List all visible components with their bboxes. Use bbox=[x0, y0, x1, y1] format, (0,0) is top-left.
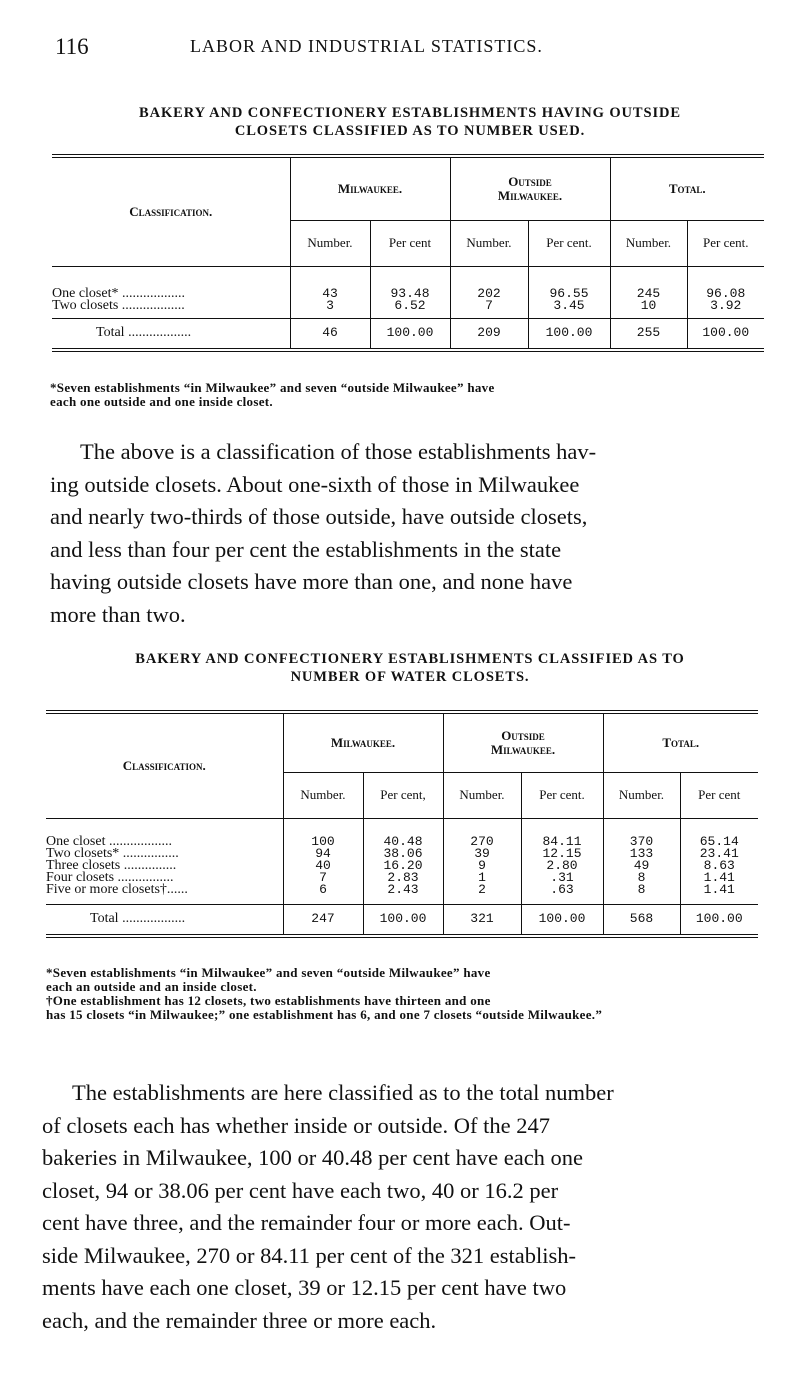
subheader-per-cent: Per cent bbox=[680, 772, 758, 818]
subheader-number: Number. bbox=[443, 772, 521, 818]
cell-value: 100 bbox=[283, 836, 363, 848]
cell-value: 568 bbox=[603, 904, 680, 936]
cell-value: 40 bbox=[283, 860, 363, 872]
group-total: Total. bbox=[610, 156, 764, 220]
cell-value: .31 bbox=[521, 872, 603, 884]
cell-value: 1.41 bbox=[703, 882, 735, 897]
paragraph-line: cent have three, and the remainder four or more each. Out- bbox=[42, 1210, 571, 1235]
cell-value: 12.15 bbox=[521, 848, 603, 860]
table1-footnote bbox=[50, 381, 762, 409]
paragraph-1 bbox=[50, 436, 762, 631]
cell-value: 100.00 bbox=[687, 318, 764, 350]
cell-value: 3.45 bbox=[528, 300, 610, 312]
cell-value: 9 bbox=[443, 860, 521, 872]
table2 bbox=[46, 710, 758, 938]
cell-value: 8 bbox=[603, 884, 680, 896]
group-milwaukee: Milwaukee. bbox=[283, 712, 443, 772]
subheader-number: Number. bbox=[283, 772, 363, 818]
cell-value: 46 bbox=[290, 318, 370, 350]
paragraph-line bbox=[42, 1077, 760, 1110]
cell-value: 247 bbox=[283, 904, 363, 936]
cell-value: 16.20 bbox=[363, 860, 443, 872]
footnote-line: †One establishment has 12 closets, two establishments have thirteen and one bbox=[46, 993, 491, 1008]
paragraph-line: and less than four per cent the establishments in the state bbox=[50, 536, 562, 562]
table1-title-line1: BAKERY AND CONFECTIONERY ESTABLISHMENTS HAVING OUTSIDE bbox=[139, 105, 681, 121]
cell-value: 10 bbox=[610, 300, 687, 312]
cell-value: 100.00 bbox=[363, 904, 443, 936]
table2-footnote bbox=[46, 966, 758, 1022]
running-title: LABOR AND INDUSTRIAL STATISTICS. bbox=[190, 36, 543, 56]
cell-value: 209 bbox=[450, 318, 528, 350]
cell-value: 2.80 bbox=[521, 860, 603, 872]
paragraph-text: The above is a classification of those establishments hav- bbox=[80, 439, 597, 464]
cell-value: .63 bbox=[521, 884, 603, 896]
cell-value: 3.92 bbox=[710, 298, 742, 313]
cell-value: 8.63 bbox=[703, 858, 735, 873]
paragraph-line: bakeries in Milwaukee, 100 or 40.48 per cent have each one bbox=[42, 1145, 584, 1170]
cell-value: 39 bbox=[443, 848, 521, 860]
cell-value: 245 bbox=[610, 288, 687, 300]
row-label: Four closets ................ bbox=[46, 872, 283, 884]
table1-title bbox=[40, 104, 780, 140]
paragraph-line: closet, 94 or 38.06 per cent have each two, 40 or 16.2 per bbox=[42, 1177, 559, 1203]
subheader-per-cent: Per cent, bbox=[363, 772, 443, 818]
paragraph-line: having outside closets have more than one, and none have bbox=[50, 569, 573, 594]
group-outside-line2: Milwaukee. bbox=[490, 741, 556, 757]
row-label: One closet* .................. bbox=[52, 288, 290, 300]
subheader-number: Number. bbox=[450, 220, 528, 266]
table1-title-line2: CLOSETS CLASSIFIED AS TO NUMBER USED. bbox=[234, 123, 586, 139]
paragraph-line: ing outside closets. About one-sixth of those in Milwaukee bbox=[50, 471, 580, 497]
table2-title bbox=[40, 650, 780, 686]
cell-value: 6.52 bbox=[370, 300, 450, 312]
cell-value: 202 bbox=[450, 288, 528, 300]
cell-value: 1.41 bbox=[703, 870, 735, 885]
cell-value: 2.83 bbox=[363, 872, 443, 884]
paragraph-line: ments have each one closet, 39 or 12.15 per cent have two bbox=[42, 1275, 567, 1300]
group-outside-line1: Outside bbox=[501, 727, 545, 743]
footnote-line: *Seven establishments “in Milwaukee” and seven “outside Milwaukee” have bbox=[46, 965, 491, 980]
page-number: 116 bbox=[55, 34, 89, 59]
cell-value: 321 bbox=[443, 904, 521, 936]
footnote-line: *Seven establishments “in Milwaukee” and seven “outside Milwaukee” have bbox=[50, 380, 495, 395]
cell-value: 93.48 bbox=[370, 288, 450, 300]
row-label: Two closets* ................ bbox=[46, 848, 283, 860]
group-milwaukee: Milwaukee. bbox=[290, 156, 450, 220]
total-row bbox=[52, 318, 764, 350]
cell-value: 270 bbox=[443, 836, 521, 848]
subheader-per-cent: Per cent. bbox=[528, 220, 610, 266]
cell-value: 94 bbox=[283, 848, 363, 860]
table-row bbox=[46, 884, 758, 896]
footnote-line: each an outside and an inside closet. bbox=[46, 979, 257, 994]
paragraph-line: and nearly two-thirds of those outside, have outside closets, bbox=[50, 504, 588, 529]
cell-value: 100.00 bbox=[528, 318, 610, 350]
row-label: Two closets .................. bbox=[52, 300, 290, 312]
total-row bbox=[46, 904, 758, 936]
table-row bbox=[52, 300, 764, 312]
row-label: One closet .................. bbox=[46, 836, 283, 848]
subheader-per-cent: Per cent. bbox=[687, 220, 764, 266]
cell-value: 38.06 bbox=[363, 848, 443, 860]
paragraph-line: more than two. bbox=[50, 601, 186, 627]
footnote-line: has 15 closets “in Milwaukee;” one establishment has 6, and one 7 closets “outside Milwaukee.” bbox=[46, 1007, 603, 1022]
footnote-line: each one outside and one inside closet. bbox=[50, 394, 273, 409]
cell-value: 49 bbox=[603, 860, 680, 872]
subheader-number: Number. bbox=[290, 220, 370, 266]
cell-value: 100.00 bbox=[370, 318, 450, 350]
classification-header: Classification. bbox=[52, 156, 290, 266]
cell-value: 8 bbox=[603, 872, 680, 884]
table1 bbox=[52, 154, 764, 352]
paragraph-line: side Milwaukee, 270 or 84.11 per cent of the 321 establish- bbox=[42, 1242, 577, 1268]
table2-title-line1: BAKERY AND CONFECTIONERY ESTABLISHMENTS CLASSIFIED AS TO bbox=[135, 651, 685, 667]
subheader-number: Number. bbox=[603, 772, 680, 818]
cell-value: 96.08 bbox=[706, 286, 746, 301]
cell-value: 84.11 bbox=[521, 836, 603, 848]
cell-value: 7 bbox=[283, 872, 363, 884]
cell-value: 100.00 bbox=[680, 904, 758, 936]
total-label: Total .................. bbox=[52, 318, 290, 350]
cell-value: 255 bbox=[610, 318, 687, 350]
group-outside-milwaukee bbox=[450, 156, 610, 220]
cell-value: 100.00 bbox=[521, 904, 603, 936]
cell-value: 370 bbox=[603, 836, 680, 848]
group-total: Total. bbox=[603, 712, 758, 772]
cell-value: 133 bbox=[603, 848, 680, 860]
cell-value: 43 bbox=[290, 288, 370, 300]
cell-value: 7 bbox=[450, 300, 528, 312]
cell-value: 40.48 bbox=[363, 836, 443, 848]
paragraph-text: The establishments are here classified as to the total number bbox=[72, 1080, 614, 1105]
cell-value: 2 bbox=[443, 884, 521, 896]
subheader-number: Number. bbox=[610, 220, 687, 266]
subheader-per-cent: Per cent bbox=[370, 220, 450, 266]
row-label: Three closets ............... bbox=[46, 860, 283, 872]
cell-value: 1 bbox=[443, 872, 521, 884]
subheader-per-cent: Per cent. bbox=[521, 772, 603, 818]
paragraph-line bbox=[50, 436, 762, 469]
total-label: Total .................. bbox=[46, 904, 283, 936]
row-label: Five or more closets†...... bbox=[46, 884, 283, 896]
group-outside-milwaukee bbox=[443, 712, 603, 772]
paragraph-line: of closets each has whether inside or outside. Of the 247 bbox=[42, 1112, 550, 1138]
paragraph-line: each, and the remainder three or more each. bbox=[42, 1307, 437, 1333]
cell-value: 6 bbox=[283, 884, 363, 896]
page-header bbox=[0, 34, 810, 64]
group-outside-line1: Outside bbox=[508, 173, 552, 189]
paragraph-2 bbox=[42, 1077, 760, 1337]
table2-title-line2: NUMBER OF WATER CLOSETS. bbox=[290, 669, 530, 685]
classification-header: Classification. bbox=[46, 712, 283, 818]
cell-value: 65.14 bbox=[699, 834, 739, 849]
cell-value: 3 bbox=[290, 300, 370, 312]
cell-value: 2.43 bbox=[363, 884, 443, 896]
cell-value: 96.55 bbox=[528, 288, 610, 300]
cell-value: 23.41 bbox=[699, 846, 739, 861]
group-outside-line2: Milwaukee. bbox=[497, 187, 563, 203]
